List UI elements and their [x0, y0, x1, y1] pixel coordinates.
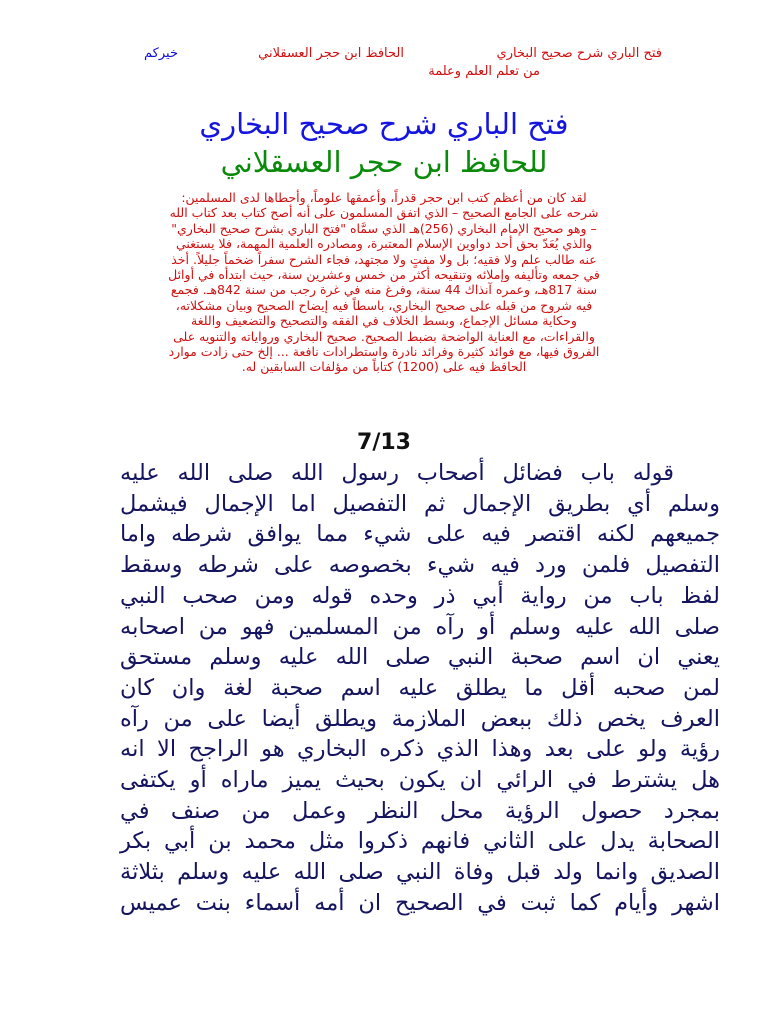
body-line: العرف يخص ذلك ببعض الملازمة ويطلق أيضا على من رآه	[120, 705, 720, 732]
intro-line: فيه شروح من قبله على صحيح البخاري، باسطاً فيه إيضاح الصحيح وبيان مشكلاته،	[175, 297, 593, 313]
intro-line: والقراءات، مع العناية الواضحة بضبط الصحيح. صحيح البخاري ورواياته والتنويه على	[173, 328, 595, 344]
body-line: التفصيل فلمن ورد فيه شيء بخصوصه على شرطه وسقط	[120, 552, 720, 579]
intro-line: الحافظ فيه على (1200) كتاباً من مؤلفات السابقين له.	[241, 359, 527, 375]
body-line: لمن صحبه أقل ما يطلق عليه اسم صحبة لغة وان كان	[120, 674, 720, 701]
body-line: صلى الله عليه وسلم أو رآه من المسلمين فهو من اصحابه	[120, 613, 720, 640]
header-tagline: من تعلم العلم وعلمة	[428, 64, 540, 79]
body-line: وسلم أي بطريق الإجمال ثم التفصيل اما الإجمال فيشمل	[120, 490, 720, 517]
intro-line: والذي يُعَدّ بحق أحد دواوين الإسلام المعتبرة، ومصادره العلمية المهمة، فلا يستغني	[175, 236, 593, 252]
body-line: يعني ان اسم صحبة النبي صلى الله عليه وسلم مستحق	[120, 644, 720, 671]
page-header	[110, 46, 662, 86]
intro-paragraph	[112, 190, 656, 375]
body-line: الصديق وانما ولد قبل وفاة النبي صلى الله عليه وسلم بثلاثة	[120, 859, 720, 886]
intro-line: لقد كان من أعظم كتب ابن حجر قدراً، وأعمقها علوماً، وأحطاها لدى المسلمين:	[181, 190, 587, 205]
book-title: فتح الباري شرح صحيح البخاري	[199, 107, 569, 141]
header-greeting: خيركم	[144, 46, 178, 61]
header-author: الحافظ ابن حجر العسقلاني	[258, 46, 404, 61]
body-line: هل يشترط في الرائي ان يكون بحيث يميز ماراه أو يكتفى	[120, 767, 720, 794]
body-line: اشهر وأيام كما ثبت في الصحيح ان أمه أسماء بنت عميس	[120, 889, 720, 916]
body-line: رؤية ولو على بعد وهذا الذي ذكره البخاري هو الراجح الا انه	[120, 736, 720, 763]
intro-line: سنة 817هـ، وعمره آنذاك 44 سنة، وفرغ منه في غرة رجب من سنة 842هـ. فجمع	[170, 282, 598, 298]
header-book-title: فتح الباري شرح صحيح البخاري	[496, 46, 662, 61]
intro-line: الفروق فيها، مع فوائد كثيرة وفرائد نادرة واستطرادات نافعة ... إلخ حتى زادت موارد	[168, 344, 600, 360]
intro-line: في جمعه وتأليفه وإملائه وتنقيحه أكثر من خمس وعشرين سنة، حيث ابتدأه في أوائل	[168, 267, 600, 283]
body-line: قوله باب فضائل أصحاب رسول الله صلى الله عليه	[120, 460, 674, 486]
body-text	[120, 458, 720, 919]
intro-line: وحكاية مسائل الإجماع، وبسط الخلاف في الفقه والتصحيح والتضعيف واللغة	[191, 313, 577, 329]
intro-line: عنه طالب علم ولا فقيه؛ بل ولا مفتٍ ولا مجتهد، فجاء الشرح سفراً ضخماً جليلاً. أخذ	[171, 251, 597, 267]
book-author-title: للحافظ ابن حجر العسقلاني	[220, 145, 548, 179]
intro-line: – وهو صحيح الإمام البخاري (256)هـ الذي سمَّاه "فتح الباري بشرح صحيح البخاري"	[171, 220, 597, 236]
page-number: 7/13	[357, 430, 411, 455]
body-line: لفظ باب من رواية أبي ذر وحده قوله ومن صحب النبي	[120, 582, 720, 609]
intro-line: شرحه على الجامع الصحيح – الذي اتفق المسلمون على أنه أصح كتاب بعد كتاب الله	[169, 205, 599, 221]
body-line: الصحابة يدل على الثاني فانهم ذكروا مثل محمد بن أبي بكر	[120, 828, 720, 855]
body-line: بمجرد حصول الرؤية محل النظر وعمل من صنف في	[120, 797, 720, 824]
body-line: جميعهم لكنه اقتصر فيه على شيء مما يوافق شرطه واما	[120, 521, 720, 548]
